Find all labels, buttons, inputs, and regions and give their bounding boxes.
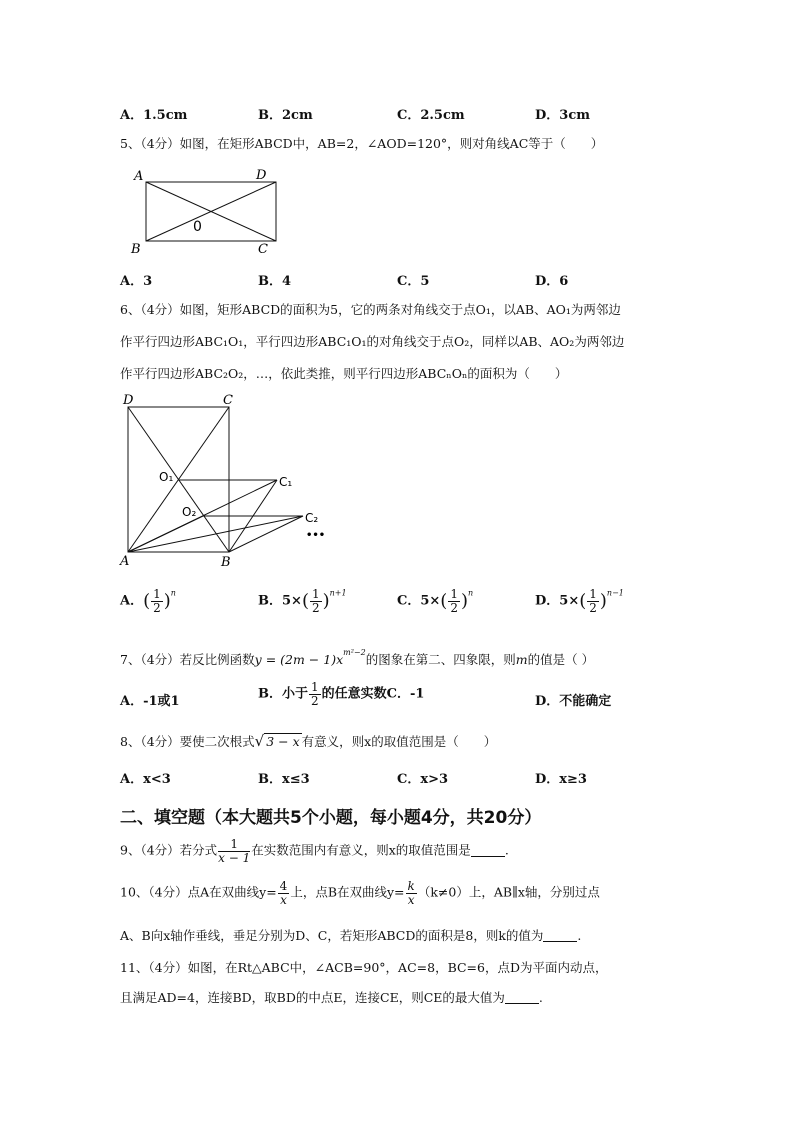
q6-label-c1: C₁ (279, 475, 293, 489)
q4-option-b: B．2cm (258, 108, 313, 123)
q6-label-o1: O₁ (159, 470, 174, 484)
q5-option-a: A．3 (120, 274, 153, 289)
q7-function: y = (2m − 1)x (254, 652, 344, 667)
q4-option-d: D．3cm (535, 108, 590, 123)
q5-label-d: D (256, 168, 267, 183)
q10-line2: A、B向x轴作垂线，垂足分别为D、C，若矩形ABCD的面积是8，则k的值为 . (120, 928, 582, 943)
q4-option-c: C．2.5cm (397, 108, 465, 123)
q5-option-c: C．5 (397, 274, 430, 289)
q5-figure (128, 165, 278, 257)
q6-option-a: A．( $\frac{1}{2}$ )$^n$ (120, 587, 176, 615)
q5-option-b: B．4 (258, 274, 292, 289)
q11-answer-blank[interactable] (505, 989, 539, 1004)
q6-option-b: B．5×( $\frac{1}{2}$ )$^{n+1}$ (258, 587, 347, 615)
q8-option-a: A．x<3 (120, 772, 171, 787)
q11-line1: 11、（4分）如图，在Rt△ABC中，∠ACB=90°，AC=8，BC=6，点D为平面内动点， (120, 960, 608, 975)
q8-option-b: B．x≤3 (258, 772, 310, 787)
q6-label-o2: O₂ (182, 505, 197, 519)
q10-line1: 10、（4分）点A在双曲线y= $\frac{4}{x}$ 上，点B在双曲线y= $\frac{k}{x}$ （k≠0）上，AB∥x轴，分别过点 (120, 879, 600, 907)
section-2-heading (120, 803, 541, 828)
q6-dots: ••• (306, 530, 326, 541)
q10-answer-blank[interactable] (543, 927, 577, 942)
q6-option-c: C．5×( $\frac{1}{2}$ )$^n$ (397, 587, 474, 615)
q5-text: 5、（4分）如图，在矩形ABCD中，AB=2，∠AOD=120°，则对角线AC等于（ ） (120, 136, 604, 151)
q6-label-a: A (120, 554, 130, 569)
q7-text: 7、（4分）若反比例函数$y = (2m - 1)x^{m^2-2}$的图象在第二、四象限，则m的值是（ ） (120, 648, 595, 667)
q6-line2: 作平行四边形ABC₁O₁，平行四边形ABC₁O₁的对角线交于点O₂，同样以AB、AO₂为两邻边 (120, 334, 625, 349)
q6-label-d: D (123, 393, 134, 408)
q6-figure (115, 390, 330, 570)
q5-label-c: C (258, 242, 268, 257)
q6-line1: 6、（4分）如图，矩形ABCD的面积为5，它的两条对角线交于点O₁，以AB、AO₁为两邻边 (120, 302, 621, 317)
q7-option-b: B．小于 $\frac{1}{2}$ 的任意实数C．-1 (258, 680, 425, 708)
q6-label-b: B (221, 555, 231, 570)
q9-text: 9、（4分）若分式 $\frac{1}{x - 1}$ 在实数范围内有意义，则x的取值范围是 . (120, 837, 509, 865)
q8-text: 8、（4分）要使二次根式√ 3 − x 有意义，则x的取值范围是（ ） (120, 732, 497, 750)
q6-label-c2: C₂ (305, 511, 319, 525)
q5-label-o: 0 (193, 219, 202, 235)
q8-option-c: C．x>3 (397, 772, 449, 787)
q9-answer-blank[interactable] (471, 842, 505, 857)
section-2-title: 二、填空题（本大题共5个小题，每小题4分，共20分） (120, 808, 542, 828)
q6-line3: 作平行四边形ABC₂O₂，…，依此类推，则平行四边形ABCₙOₙ的面积为（ ） (120, 366, 568, 381)
q4-option-a: A．1.5cm (120, 108, 188, 123)
q11-line2: 且满足AD=4，连接BD，取BD的中点E，连接CE，则CE的最大值为 . (120, 990, 543, 1005)
q7-option-d: D．不能确定 (535, 694, 612, 709)
q8-option-d: D．x≥3 (535, 772, 587, 787)
q6-label-c: C (223, 393, 233, 408)
q5-option-d: D．6 (535, 274, 569, 289)
q5-label-a: A (134, 169, 144, 184)
q6-option-d: D．5×( $\frac{1}{2}$ )$^{n-1}$ (535, 587, 624, 615)
q5-label-b: B (131, 242, 141, 257)
q7-option-a: A．-1或1 (120, 694, 180, 709)
